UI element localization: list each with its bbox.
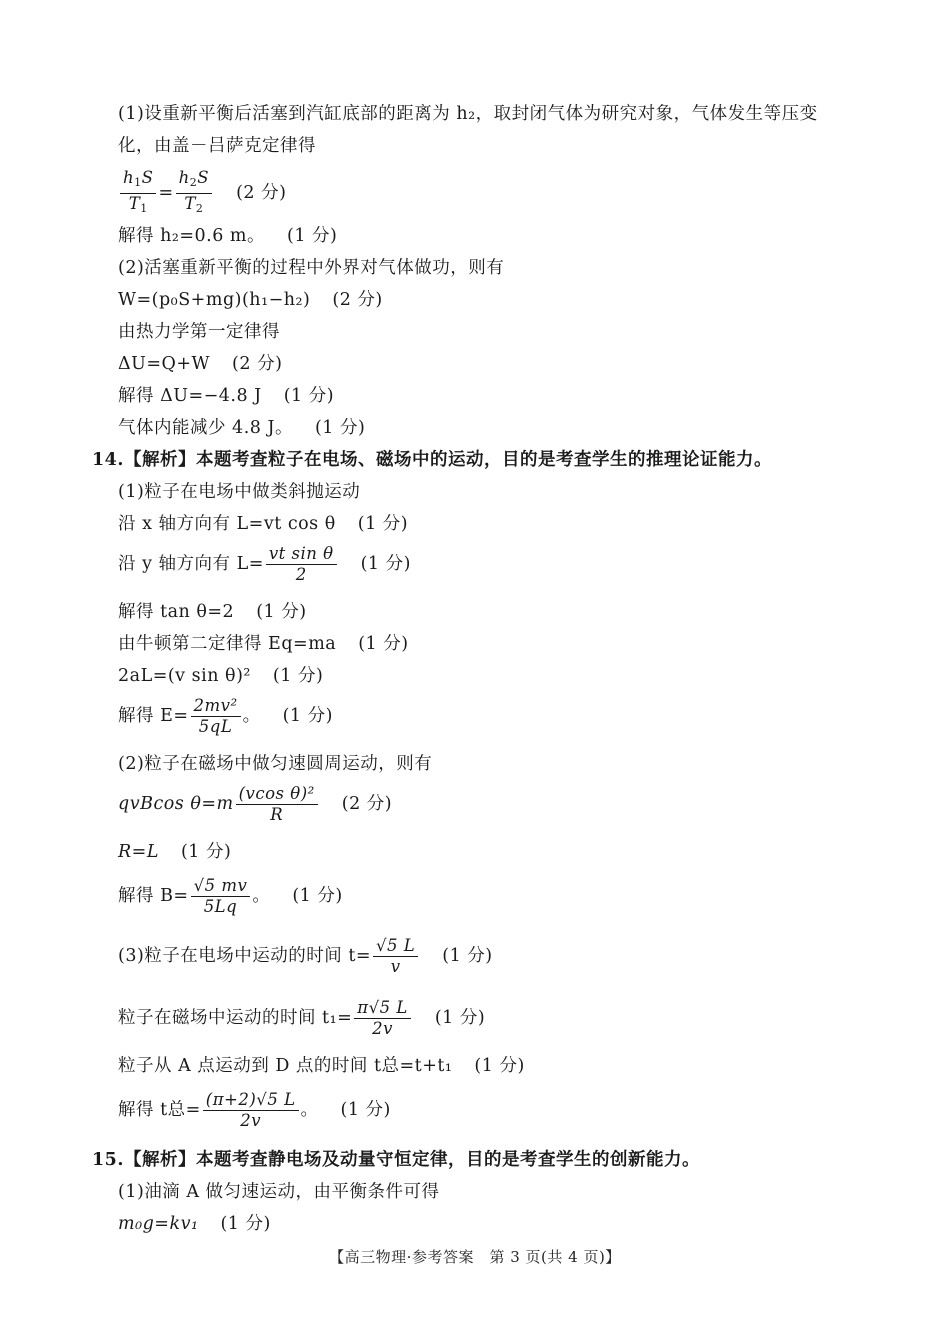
score: (1 分) <box>358 634 409 654</box>
q14-magnetic-time <box>118 998 485 1039</box>
q13-part1-line2: 化，由盖－吕萨克定律得 <box>118 136 316 156</box>
period: 。 <box>300 1100 319 1120</box>
q14-solve-e <box>118 696 333 737</box>
score: (1 分) <box>360 554 411 574</box>
q14-newton <box>118 632 409 656</box>
score: (1 分) <box>474 1056 525 1076</box>
score: (1 分) <box>434 1008 486 1028</box>
equation-text: ΔU=Q+W <box>118 354 211 374</box>
q14-total-time <box>118 1054 525 1078</box>
fraction: $\frac{\text{2mv²}}{5qL}$ <box>191 696 241 737</box>
analysis-tag: 【解析】 <box>123 1150 196 1170</box>
fraction: $\frac{\text{(vcos θ)²}}{R}$ <box>236 784 318 825</box>
fraction: $\frac{√5 mv}{5Lq}$ <box>191 876 251 917</box>
q13-solve-du <box>118 384 334 408</box>
q14-part1-intro: (1)粒子在电场中做类斜抛运动 <box>118 482 361 502</box>
q13-thermo-intro: 由热力学第一定律得 <box>118 322 280 342</box>
fraction-right: $\frac{h_2S}{T_2}$ <box>176 168 212 219</box>
equation-text: 2aL=(v sin θ)² <box>118 666 251 686</box>
period: 。 <box>242 706 261 726</box>
q14-solve-tan <box>118 600 307 624</box>
score: (1 分) <box>442 946 493 966</box>
equation-text: 气体内能减少 4.8 J。 <box>118 418 293 438</box>
fraction: $\frac{\text{vt sin θ}}{2}$ <box>266 544 337 585</box>
q14-part3-time <box>118 936 493 977</box>
q13-part1-line1: (1)设重新平衡后活塞到汽缸底部的距离为 h₂，取封闭气体为研究对象，气体发生等压变 <box>118 104 818 124</box>
question-number: 15. <box>92 1150 124 1170</box>
score: (1 分) <box>282 706 333 726</box>
equation-text: 粒子从 A 点运动到 D 点的时间 t总=t+t₁ <box>118 1056 453 1076</box>
score: (2 分) <box>332 290 383 310</box>
q13-conclusion <box>118 416 365 440</box>
equation-text: 沿 y 轴方向有 L= <box>118 554 264 574</box>
q13-solve-h2 <box>118 224 337 248</box>
score: (1 分) <box>292 886 343 906</box>
q15-part1-intro: (1)油滴 A 做匀速运动，由平衡条件可得 <box>118 1182 440 1202</box>
fraction: $\frac{√5 L}{v}$ <box>373 936 418 977</box>
score: (1 分) <box>180 842 232 862</box>
heading-text: 本题考查粒子在电场、磁场中的运动，目的是考查学生的推理论证能力。 <box>195 450 772 470</box>
equation-text: 解得 E= <box>118 706 189 726</box>
q13-work-equation <box>118 288 383 312</box>
q13-first-law <box>118 352 282 376</box>
equation-text: 解得 B= <box>118 886 189 906</box>
analysis-tag: 【解析】 <box>123 450 196 470</box>
fraction: $\frac{\pi√5 L}{2v}$ <box>354 998 411 1039</box>
score: (1 分) <box>340 1100 391 1120</box>
equation-text: m₀g=kv₁ <box>118 1214 199 1234</box>
fraction: $\frac{(\pi+2)√5 L}{2v}$ <box>203 1090 299 1131</box>
q14-lorentz <box>118 784 392 825</box>
score: (1 分) <box>220 1214 271 1234</box>
q14-solve-total <box>118 1090 391 1131</box>
q13-gay-lussac-equation: $\frac{h_1S}{T_1}$ = $\frac{h_2S}{T_2}$ (2 分) <box>118 168 286 219</box>
equation-text: 解得 ΔU=−4.8 J <box>118 386 262 406</box>
equation-text: 解得 t总= <box>118 1100 201 1120</box>
score: (1 分) <box>256 602 307 622</box>
q15-heading <box>92 1148 700 1172</box>
equation-text: (3)粒子在电场中运动的时间 t= <box>118 946 372 966</box>
score: (2 分) <box>341 794 393 814</box>
q15-balance <box>118 1212 271 1236</box>
q13-part2-intro: (2)活塞重新平衡的过程中外界对气体做功，则有 <box>118 258 505 278</box>
page-footer: 【高三物理·参考答案 第 3 页(共 4 页)】 <box>329 1248 621 1266</box>
equation-text: 解得 h₂=0.6 m。 <box>118 226 265 246</box>
score: (1 分) <box>314 418 366 438</box>
q14-kinematic <box>118 664 323 688</box>
equation-text: 沿 x 轴方向有 L=vt cos θ <box>118 514 336 534</box>
score: (1 分) <box>283 386 335 406</box>
q14-part2-intro: (2)粒子在磁场中做匀速圆周运动，则有 <box>118 754 433 774</box>
score: (1 分) <box>272 666 324 686</box>
equation-text: 由牛顿第二定律得 Eq=ma <box>118 634 337 654</box>
q14-radius <box>118 840 231 864</box>
heading-text: 本题考查静电场及动量守恒定律，目的是考查学生的创新能力。 <box>195 1150 700 1170</box>
equation-text: qvBcos θ=m <box>118 794 234 814</box>
q14-heading <box>92 448 772 472</box>
question-number: 14. <box>92 450 124 470</box>
score: (2 分) <box>236 183 287 203</box>
period: 。 <box>252 886 271 906</box>
score: (1 分) <box>287 226 338 246</box>
score: (2 分) <box>232 354 283 374</box>
equation-text: R=L <box>118 842 159 862</box>
fraction-left: $\frac{h_1S}{T_1}$ <box>120 168 156 219</box>
score: (1 分) <box>357 514 409 534</box>
q14-x-direction <box>118 512 408 536</box>
equation-text: 粒子在磁场中运动的时间 t₁= <box>118 1008 353 1028</box>
q14-y-direction <box>118 544 411 585</box>
equation-text: W=(p₀S+mg)(h₁−h₂) <box>118 290 311 310</box>
q14-solve-b <box>118 876 343 917</box>
equation-text: 解得 tan θ=2 <box>118 602 235 622</box>
